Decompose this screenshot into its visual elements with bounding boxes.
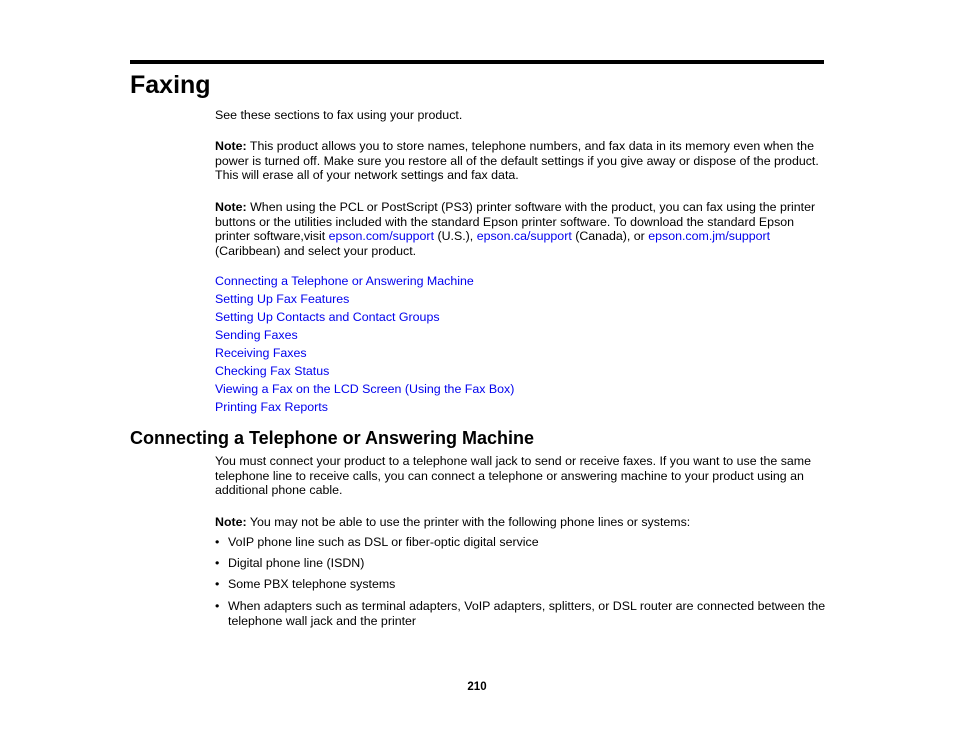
link-connecting-telephone[interactable]: Connecting a Telephone or Answering Machine	[215, 274, 474, 288]
link-epson-ca[interactable]: epson.ca/support	[476, 229, 572, 243]
list-item	[215, 556, 827, 571]
bullet-icon: •	[215, 556, 220, 570]
link-printing-fax-reports[interactable]: Printing Fax Reports	[215, 400, 328, 414]
note-2-text-b: (U.S.),	[434, 229, 477, 243]
note-2	[215, 200, 827, 258]
list-item	[215, 535, 827, 550]
link-setting-up-contacts[interactable]: Setting Up Contacts and Contact Groups	[215, 310, 440, 324]
link-setting-up-fax-features[interactable]: Setting Up Fax Features	[215, 292, 350, 306]
section-paragraph-text: You must connect your product to a telephone wall jack to send or receive faxes. If you want to use the same telephone line to receive calls, you can connect a telephone or answering machine to your product using an additional phone cable.	[215, 454, 812, 497]
list-item-text: Digital phone line (ISDN)	[228, 556, 365, 570]
note-1-label: Note:	[215, 139, 247, 153]
link-sending-faxes[interactable]: Sending Faxes	[215, 328, 298, 342]
header-rule	[130, 60, 824, 64]
bullet-list	[215, 535, 827, 628]
list-item-text: When adapters such as terminal adapters, VoIP adapters, splitters, or DSL router are connected between the telephone wall jack and the printer	[228, 599, 826, 628]
intro-paragraph	[215, 108, 827, 123]
note-2-text-a: When using the PCL or PostScript (PS3) printer software with the product, you can fax using the printer buttons or the utilities included with the standard Epson printer software. To download the standard Epson printer software,visit	[215, 200, 816, 243]
note-2-text-d: (Caribbean) and select your product.	[215, 243, 417, 258]
list-item-text: VoIP phone line such as DSL or fiber-optic digital service	[228, 535, 539, 549]
note-2-label: Note:	[215, 200, 247, 214]
link-checking-fax-status[interactable]: Checking Fax Status	[215, 364, 330, 378]
list-item	[215, 577, 827, 592]
link-viewing-fax-lcd[interactable]: Viewing a Fax on the LCD Screen (Using the Fax Box)	[215, 382, 515, 396]
note-1-text: This product allows you to store names, telephone numbers, and fax data in its memory even when the power is turned off. Make sure you restore all of the default settings if you give away or dispose of the product. This will erase all of your network settings and fax data.	[215, 139, 819, 182]
link-epson-us[interactable]: epson.com/support	[328, 229, 435, 243]
section-heading: Connecting a Telephone or Answering Machine	[130, 428, 535, 448]
intro-text: See these sections to fax using your product.	[215, 108, 463, 122]
link-receiving-faxes[interactable]: Receiving Faxes	[215, 346, 307, 360]
bullet-icon: •	[215, 599, 220, 613]
section-links	[215, 272, 514, 416]
section-paragraph	[215, 454, 827, 498]
page-title: Faxing	[130, 71, 211, 99]
list-item-text: Some PBX telephone systems	[228, 577, 396, 591]
note-2-text-c: (Canada), or	[571, 229, 649, 243]
list-item	[215, 599, 827, 628]
section-note-text: You may not be able to use the printer with the following phone lines or systems:	[246, 515, 691, 529]
section-note	[215, 515, 827, 530]
note-1	[215, 139, 827, 183]
page-number: 210	[467, 681, 487, 693]
link-epson-jm[interactable]: epson.com.jm/support	[648, 229, 771, 243]
bullet-icon: •	[215, 577, 220, 591]
bullet-icon: •	[215, 535, 220, 549]
section-note-label: Note:	[215, 515, 247, 529]
